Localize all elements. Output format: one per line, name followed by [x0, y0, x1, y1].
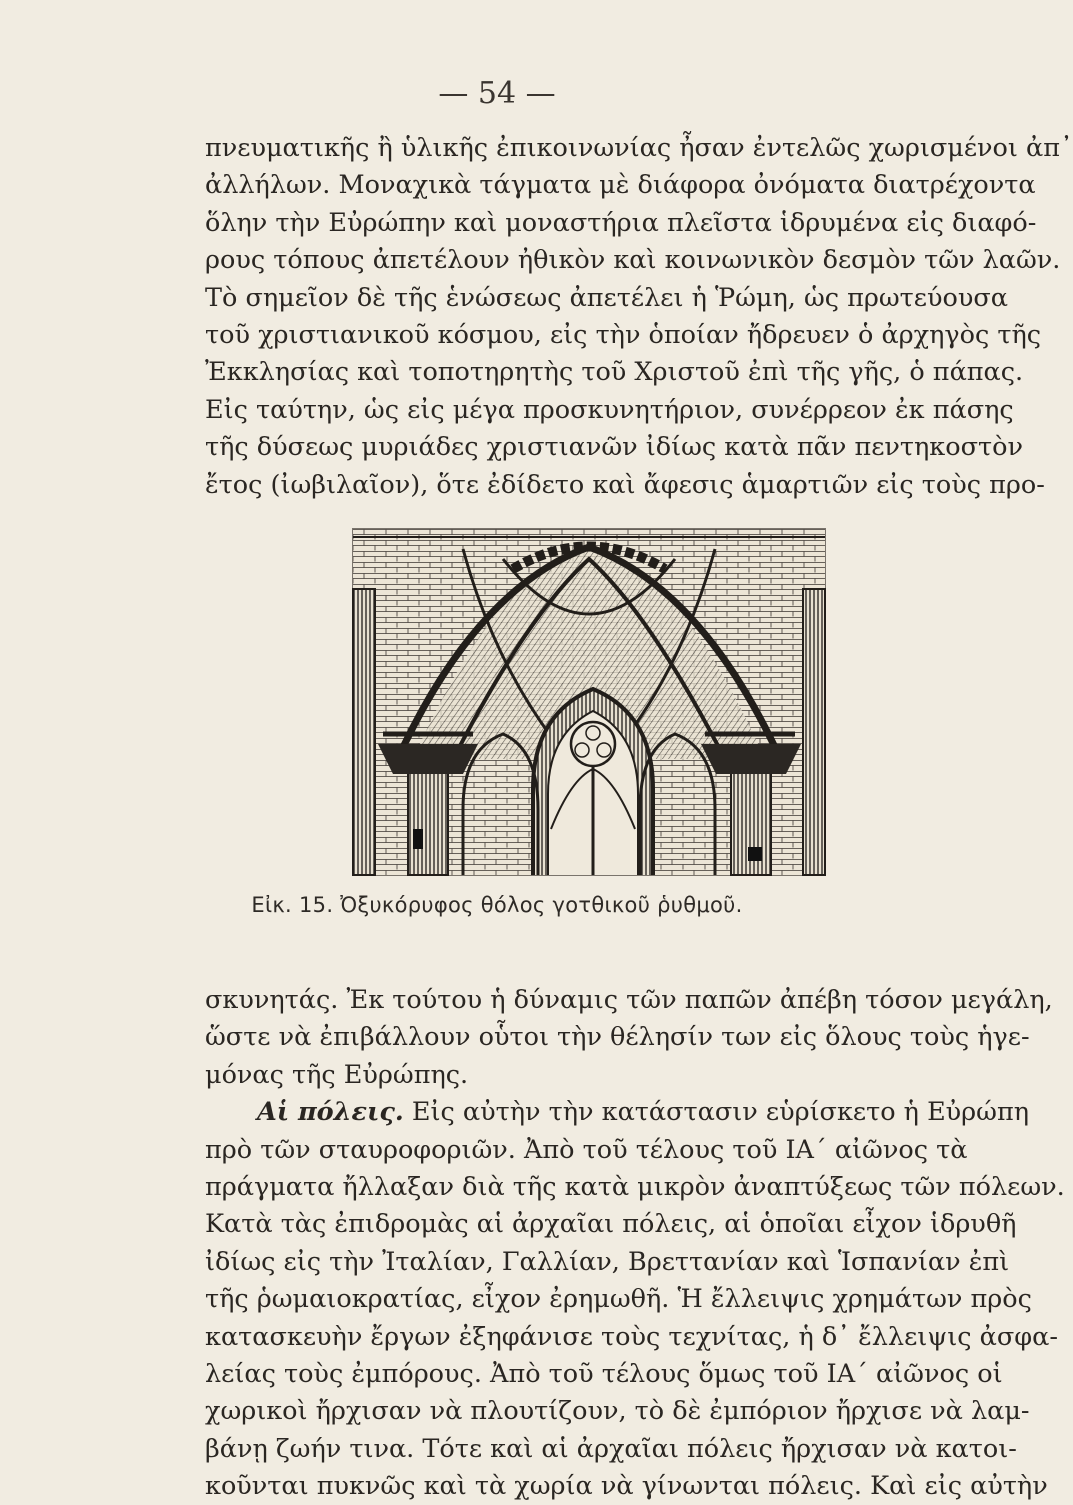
- text-line: Εἰς ταύτην, ὡς εἰς μέγα προσκυνητήριον, συνέρρεον ἐκ πάσης: [205, 394, 1014, 425]
- text-line: ὅλην τὴν Εὐρώπην καὶ μοναστήρια πλεῖστα ἱδρυμένα εἰς διαφό-: [205, 207, 1037, 238]
- text-line: κατασκευὴν ἔργων ἐξηφάνισε τοὺς τεχνίτας, ἡ δ᾿ ἔλλειψις ἀσφα-: [205, 1321, 1058, 1352]
- section-heading: Αἱ πόλεις.: [257, 1097, 404, 1128]
- text-line: τῆς δύσεως μυριάδες χριστιανῶν ἰδίως κατὰ πᾶν πεντηκοστὸν: [205, 432, 1023, 463]
- paragraph-2: [205, 982, 1065, 1505]
- text-line: ρους τόπους ἀπετέλουν ἠθικὸν καὶ κοινωνικὸν δεσμὸν τῶν λαῶν.: [205, 245, 1061, 276]
- text-line: σκυνητάς. Ἐκ τούτου ἡ δύναμις τῶν παπῶν ἀπέβη τόσον μεγάλη,: [205, 985, 1053, 1015]
- text-line: τοῦ χριστιανικοῦ κόσμου, εἰς τὴν ὁποίαν ἤδρευεν ὁ ἀρχηγὸς τῆς: [205, 319, 1042, 350]
- text-line: τῆς ῥωμαιοκρατίας, εἶχον ἐρημωθῆ. Ἡ ἔλλειψις χρημάτων πρὸς: [205, 1284, 1032, 1315]
- figure-title: Ὀξυκόρυφος θόλος γοτθικοῦ ῥυθμοῦ.: [340, 893, 743, 917]
- gothic-vault-illustration: [352, 528, 826, 876]
- text-line: λείας τοὺς ἐμπόρους. Ἀπὸ τοῦ τέλους ὅμως τοῦ ΙΑ΄ αἰῶνος οἱ: [205, 1358, 1003, 1389]
- text-line: πνευματικῆς ἢ ὑλικῆς ἐπικοινωνίας ἦσαν ἐντελῶς χωρισμένοι ἀπ᾿: [205, 133, 1073, 163]
- text-line: ἰδίως εἰς τὴν Ἰταλίαν, Γαλλίαν, Βρεττανίαν καὶ Ἱσπανίαν ἐπὶ: [205, 1246, 1010, 1277]
- text-line: ἀλλήλων. Μοναχικὰ τάγματα μὲ διάφορα ὀνόματα διατρέχοντα: [205, 170, 1036, 201]
- paragraph-1: [205, 130, 1073, 504]
- text-line: βάνῃ ζωήν τινα. Τότε καὶ αἱ ἀρχαῖαι πόλεις ἤρχισαν νὰ κατοι-: [205, 1433, 1017, 1464]
- text-line: πράγματα ἤλλαξαν διὰ τῆς κατὰ μικρὸν ἀναπτύξεως τῶν πόλεων.: [205, 1171, 1065, 1202]
- section-first-line: [205, 1094, 1030, 1131]
- text-line: χωρικοὶ ἤρχισαν νὰ πλουτίζουν, τὸ δὲ ἐμπόριον ἤρχισε νὰ λαμ-: [205, 1396, 1030, 1427]
- text-line: πρὸ τῶν σταυροφοριῶν. Ἀπὸ τοῦ τέλους τοῦ ΙΑ΄ αἰῶνος τὰ: [205, 1134, 968, 1165]
- page-number: — 54 —: [438, 76, 556, 111]
- figure-caption: [0, 893, 994, 917]
- text-line: μόνας τῆς Εὐρώπης.: [205, 1059, 469, 1090]
- text-span: Εἰς αὐτὴν τὴν κατάστασιν εὑρίσκετο ἡ Εὐρώπη: [411, 1097, 1030, 1128]
- text-line: Τὸ σημεῖον δὲ τῆς ἑνώσεως ἀπετέλει ἡ Ῥώμη, ὡς πρωτεύουσα: [205, 282, 1008, 313]
- figure-number: Εἰκ. 15.: [251, 893, 334, 917]
- text-line: ἔτος (ἰωβιλαῖον), ὅτε ἐδίδετο καὶ ἄφεσις ἁμαρτιῶν εἰς τοὺς προ-: [205, 469, 1045, 500]
- text-line: Κατὰ τὰς ἐπιδρομὰς αἱ ἀρχαῖαι πόλεις, αἱ ὁποῖαι εἶχον ἱδρυθῆ: [205, 1209, 1017, 1240]
- text-line: ὥστε νὰ ἐπιβάλλουν οὗτοι τὴν θέλησίν των εἰς ὅλους τοὺς ἡγε-: [205, 1022, 1030, 1053]
- text-line: κοῦνται πυκνῶς καὶ τὰ χωρία νὰ γίνωνται πόλεις. Καὶ εἰς αὐτὴν: [205, 1471, 1048, 1502]
- text-line: Ἐκκλησίας καὶ τοποτηρητὴς τοῦ Χριστοῦ ἐπὶ τῆς γῆς, ὁ πάπας.: [205, 357, 1024, 388]
